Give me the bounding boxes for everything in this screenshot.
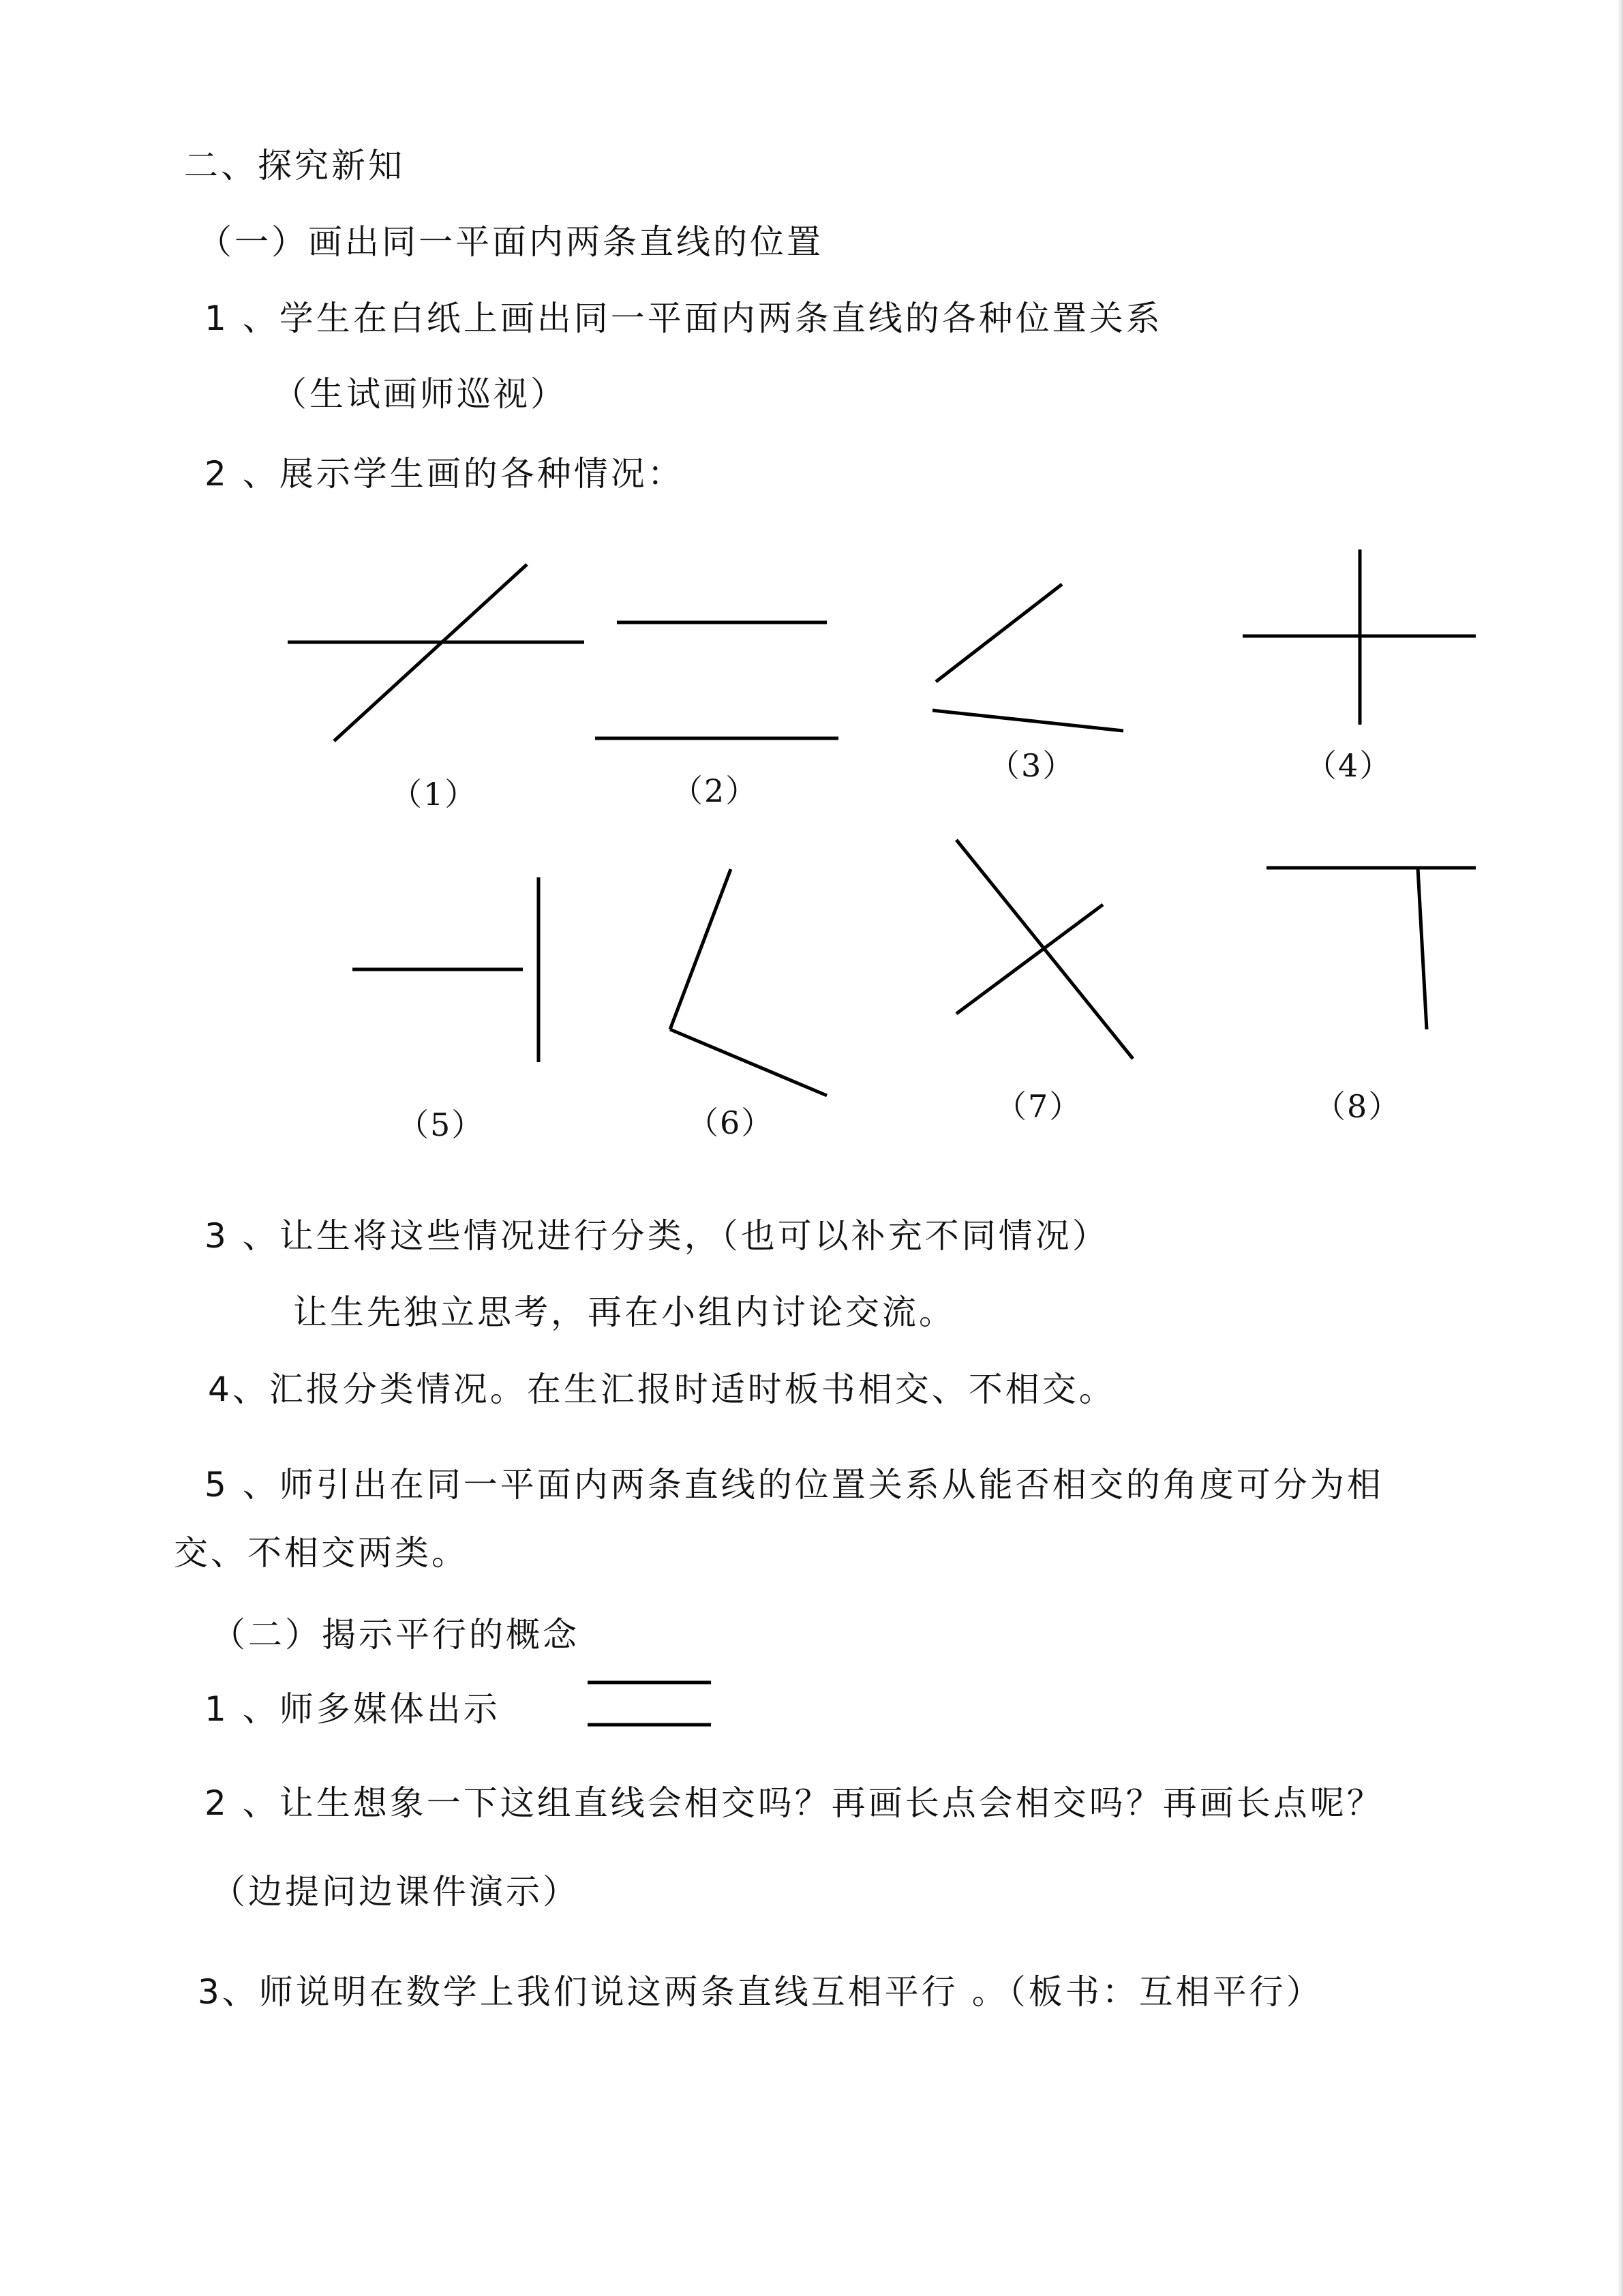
part2-title: （二）揭示平行的概念 [211,1615,579,1655]
fig6-lower-line [670,1029,827,1096]
fig1-slanted-line [334,564,527,741]
part1-title: （一）画出同一平面内两条直线的位置 [198,222,823,262]
fig6-upper-line [670,869,731,1029]
fig8-vertical-line [1418,868,1427,1029]
fig3-upper-line [936,584,1062,682]
part1-step5-line2: 交、不相交两类。 [174,1533,468,1573]
fig7-short-line [956,905,1103,1014]
figure-label-4: （4） [1305,747,1393,784]
part1-step1: 1 、学生在白纸上画出同一平面内两条直线的各种位置关系 [204,299,1163,338]
figure-label-2: （2） [671,772,759,809]
part1-step2: 2 、展示学生画的各种情况： [204,454,684,494]
figure-label-6: （6） [687,1104,774,1141]
part1-step3-note: 让生先独立思考，再在小组内讨论交流。 [293,1293,956,1332]
part1-step5-line1: 5 、师引出在同一平面内两条直线的位置关系从能否相交的角度可分为相 [204,1465,1384,1505]
part2-step2: 2 、让生想象一下这组直线会相交吗？再画长点会相交吗？再画长点呢？ [204,1783,1384,1823]
part1-step1-note: （生试画师巡视） [273,374,567,414]
part2-step3: 3、师说明在数学上我们说这两条直线互相平行 。（板书：互相平行） [198,1972,1323,2012]
figure-label-3: （3） [988,747,1076,784]
figure-label-1: （1） [391,776,478,813]
figure-label-5: （5） [397,1106,485,1143]
part1-step4: 4、汇报分类情况。在生汇报时适时板书相交、不相交。 [208,1370,1116,1409]
part1-step3: 3 、让生将这些情况进行分类，（也可以补充不同情况） [204,1216,1109,1256]
page-edge-shadow [1618,0,1623,2296]
figure-label-7: （7） [995,1088,1082,1125]
section-heading: 二、探究新知 [184,146,405,185]
fig3-lower-line [932,710,1123,731]
part2-step1: 1 、师多媒体出示 [204,1689,500,1729]
part2-step2-note: （边提问边课件演示） [211,1872,579,1912]
figure-label-8: （8） [1314,1088,1401,1125]
